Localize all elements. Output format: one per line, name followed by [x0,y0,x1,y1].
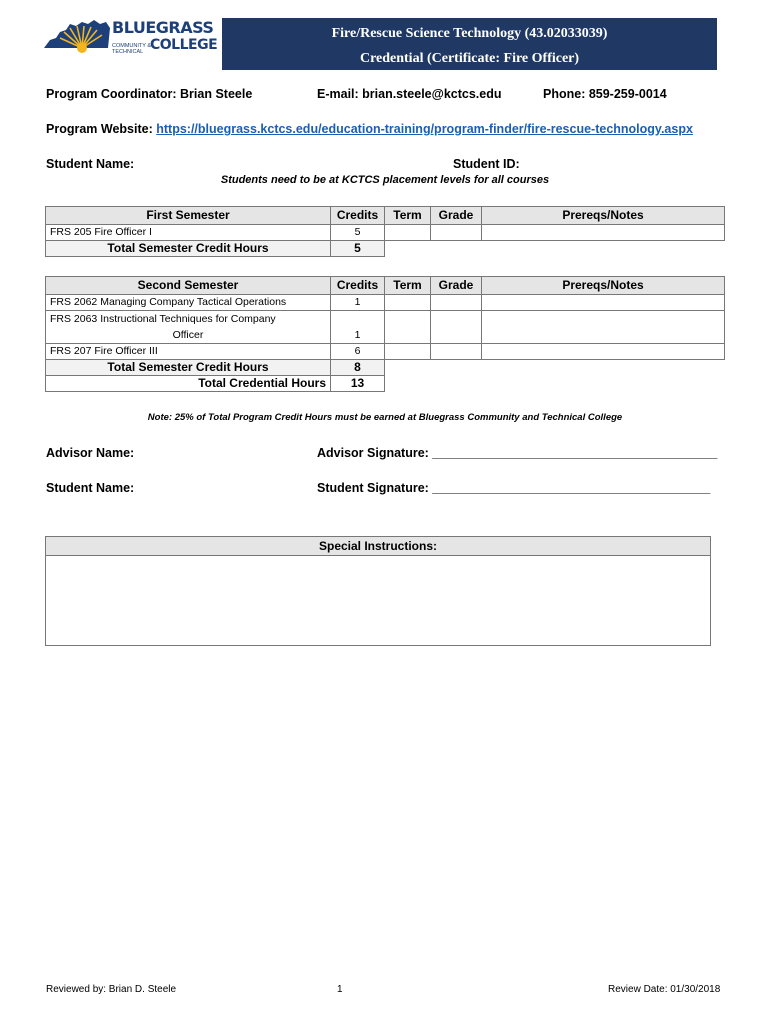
course-name [46,311,331,344]
total-label: Total Semester Credit Hours [46,241,331,257]
col-header-credits: Credits [331,207,385,225]
course-name: FRS 205 Fire Officer I [46,225,331,241]
advisor-name-label: Advisor Name: [46,446,135,460]
logo-text-bluegrass: BLUEGRASS [112,18,214,37]
total-label: Total Semester Credit Hours [46,360,331,376]
col-header-term: Term [385,207,431,225]
program-title: Fire/Rescue Science Technology (43.02033039) [331,26,608,41]
coordinator-phone: Phone: 859-259-0014 [543,87,667,101]
table-header-row [46,207,725,225]
grade-cell[interactable] [431,311,482,344]
college-logo [42,16,222,56]
kentucky-sunburst-icon [42,18,112,54]
total-row [46,241,725,257]
col-header-notes: Prereqs/Notes [482,207,725,225]
student-name-sig-label: Student Name: [46,481,135,495]
grade-cell[interactable] [431,344,482,360]
notes-cell[interactable] [482,311,725,344]
col-header-term: Term [385,277,431,295]
grade-cell[interactable] [431,225,482,241]
term-cell[interactable] [385,225,431,241]
col-header-semester: First Semester [46,207,331,225]
notes-cell[interactable] [482,344,725,360]
col-header-credits: Credits [331,277,385,295]
course-credits: 5 [331,225,385,241]
program-website-link[interactable]: https://bluegrass.kctcs.edu/education-training/program-finder/fire-rescue-technology.aspx [156,122,693,136]
total-row [46,360,725,376]
footer-page-number: 1 [337,984,343,995]
program-website-label: Program Website: [46,122,153,136]
student-signature-line[interactable]: Student Signature: ________________________________________ [317,481,711,495]
grade-cell[interactable] [431,295,482,311]
course-credits: 1 [331,295,385,311]
student-name-label: Student Name: [46,157,135,171]
term-cell[interactable] [385,295,431,311]
special-instructions-header: Special Instructions: [46,537,710,556]
logo-text-community: COMMUNITY & TECHNICAL [112,43,152,55]
footer-reviewed-by: Reviewed by: Brian D. Steele [46,984,177,995]
logo-text-college: COLLEGE [150,37,218,53]
total-value: 5 [331,241,385,257]
notes-cell[interactable] [482,225,725,241]
col-header-notes: Prereqs/Notes [482,277,725,295]
course-name-line2: Officer [172,329,204,341]
credential-total-row [46,376,725,392]
total-value: 8 [331,360,385,376]
credential-total-label: Total Credential Hours [46,376,331,392]
course-name-line1: FRS 2063 Instructional Techniques for Company [50,313,276,325]
placement-note: Students need to be at KCTCS placement levels for all courses [220,174,550,186]
program-website-row [46,122,693,136]
col-header-semester: Second Semester [46,277,331,295]
table-row [46,225,725,241]
student-id-label: Student ID: [453,157,520,171]
coordinator-email: E-mail: brian.steele@kctcs.edu [317,87,502,101]
table-row [46,311,725,344]
term-cell[interactable] [385,311,431,344]
credential-subtitle: Credential (Certificate: Fire Officer) [359,51,580,66]
second-semester-table [45,276,725,392]
special-instructions-box[interactable] [45,536,711,646]
program-note: Note: 25% of Total Program Credit Hours must be earned at Bluegrass Community and Technical College [147,412,623,423]
course-name: FRS 2062 Managing Company Tactical Operations [46,295,331,311]
credential-total-value: 13 [331,376,385,392]
course-credits: 1 [331,311,385,344]
course-credits: 6 [331,344,385,360]
table-row [46,344,725,360]
title-banner [222,18,717,70]
first-semester-table [45,206,725,257]
advisor-signature-line[interactable]: Advisor Signature: _________________________________________ [317,446,718,460]
col-header-grade: Grade [431,207,482,225]
program-coordinator: Program Coordinator: Brian Steele [46,87,253,101]
notes-cell[interactable] [482,295,725,311]
course-name: FRS 207 Fire Officer III [46,344,331,360]
footer-review-date: Review Date: 01/30/2018 [608,984,721,995]
col-header-grade: Grade [431,277,482,295]
table-header-row [46,277,725,295]
term-cell[interactable] [385,344,431,360]
table-row [46,295,725,311]
